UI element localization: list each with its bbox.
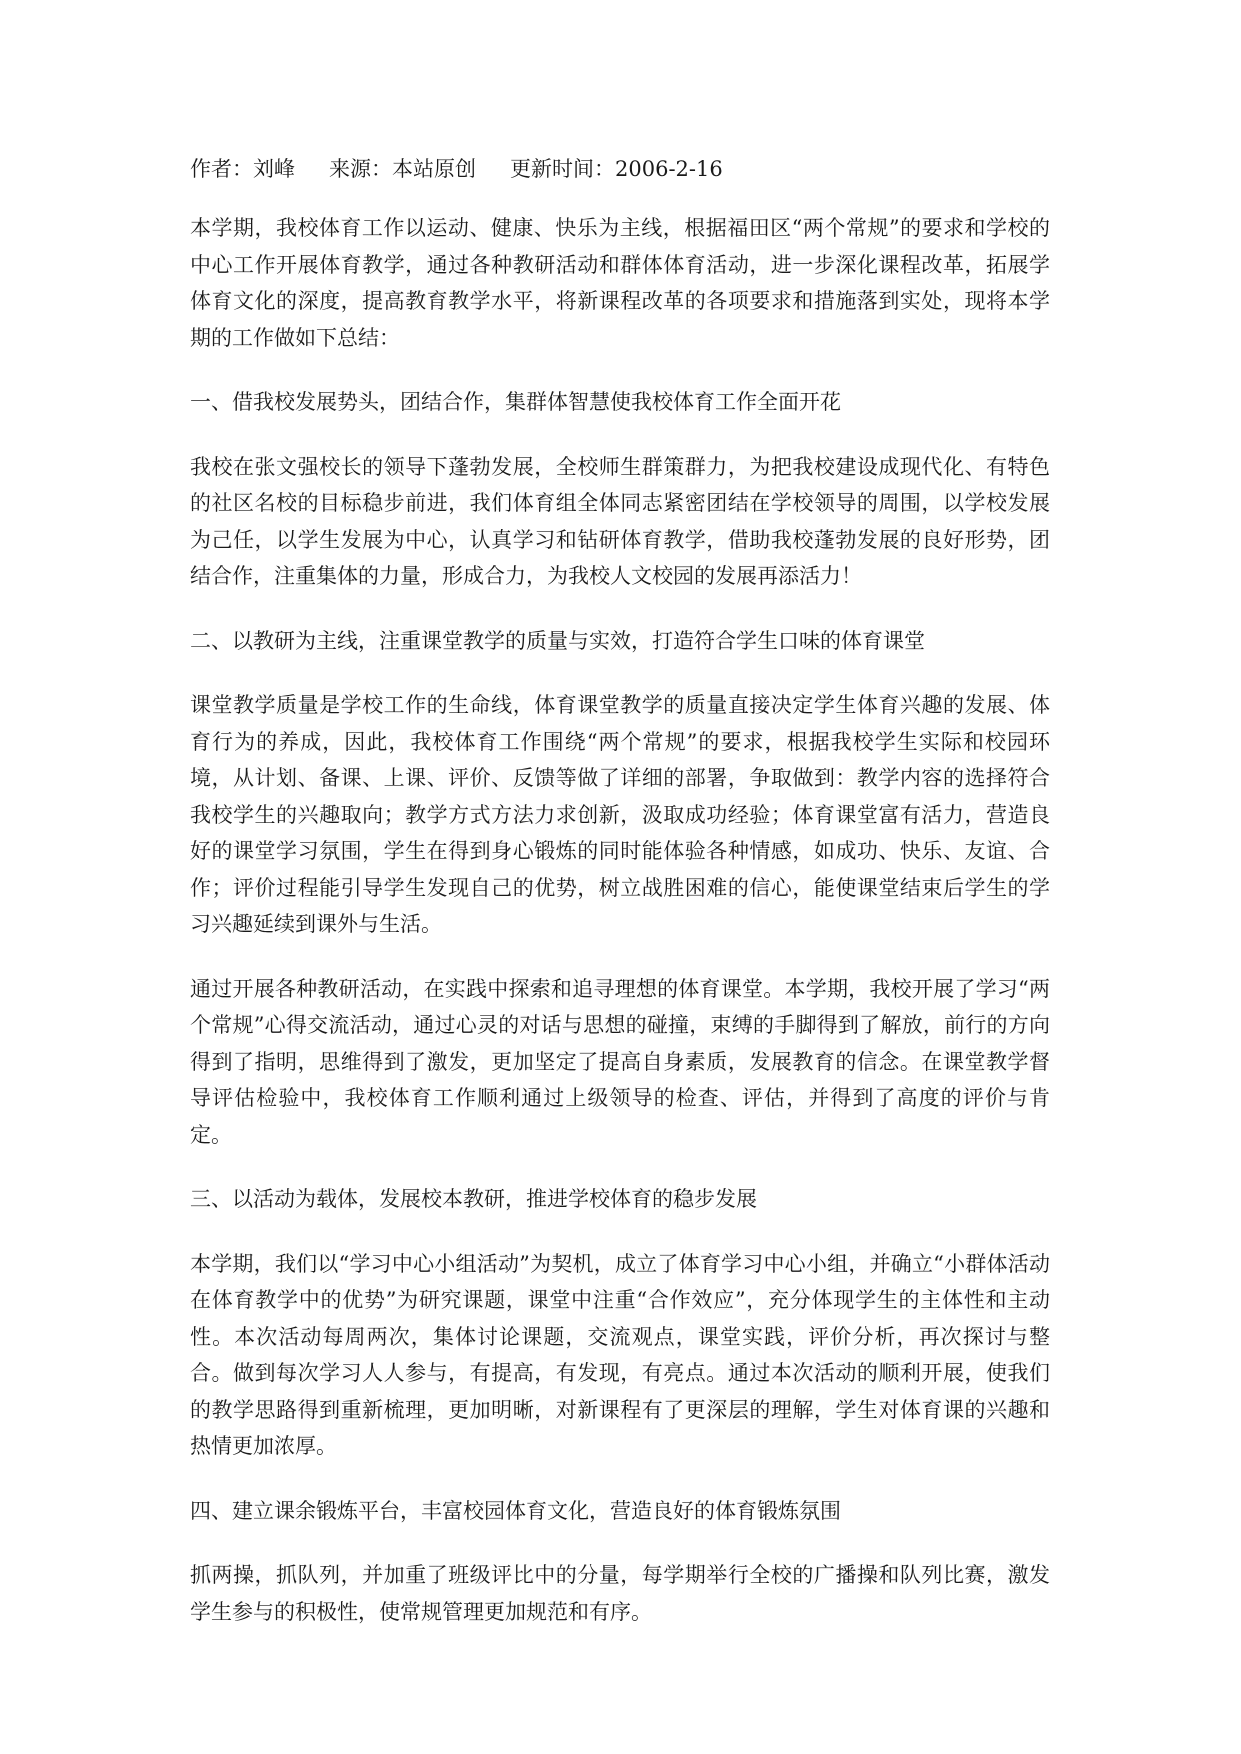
section-4-paragraph: 抓两操，抓队列，并加重了班级评比中的分量，每学期举行全校的广播操和队列比赛，激发学生参与的积极性，使常规管理更加规范和有序。: [190, 1563, 1050, 1624]
article-meta: [190, 152, 1050, 186]
section-2-paragraph-2: 通过开展各种教研活动，在实践中探索和追寻理想的体育课堂。本学期，我校开展了学习“两个常规”心得交流活动，通过心灵的对话与思想的碰撞，束缚的手脚得到了解放，前行的方向得到了指明，思维得到了激发，更加坚定了提高自身素质，发展教育的信念。在课堂教学督导评估检验中，我校体育工作顺利通过上级领导的检查、评估，并得到了高度的评价与肯定。: [190, 976, 1050, 1147]
section-3-heading: 三、以活动为载体，发展校本教研，推进学校体育的稳步发展: [190, 1187, 757, 1211]
section-1-paragraph: 我校在张文强校长的领导下蓬勃发展，全校师生群策群力，为把我校建设成现代化、有特色的社区名校的目标稳步前进，我们体育组全体同志紧密团结在学校领导的周围，以学校发展为己任，以学生发展为中心，认真学习和钻研体育教学，借助我校蓬勃发展的良好形势，团结合作，注重集体的力量，形成合力，为我校人文校园的发展再添活力！: [190, 454, 1050, 588]
updated-label: 更新时间：2006-2-16: [510, 157, 723, 181]
document-page: [190, 152, 1050, 1658]
author-label: 作者：刘峰: [190, 157, 295, 181]
source-label: 来源：本站原创: [329, 157, 476, 181]
section-2-paragraph-1: 课堂教学质量是学校工作的生命线，体育课堂教学的质量直接决定学生体育兴趣的发展、体育行为的养成，因此，我校体育工作围绕“两个常规”的要求，根据我校学生实际和校园环境，从计划、备课、上课、评价、反馈等做了详细的部署，争取做到：教学内容的选择符合我校学生的兴趣取向；教学方式方法力求创新，汲取成功经验；体育课堂富有活力，营造良好的课堂学习氛围，学生在得到身心锻炼的同时能体验各种情感，如成功、快乐、友谊、合作；评价过程能引导学生发现自己的优势，树立战胜困难的信心，能使课堂结束后学生的学习兴趣延续到课外与生活。: [190, 693, 1050, 936]
section-2-heading: 二、以教研为主线，注重课堂教学的质量与实效，打造符合学生口味的体育课堂: [190, 628, 925, 653]
section-4-heading: 四、建立课余锻炼平台，丰富校园体育文化，营造良好的体育锻炼氛围: [190, 1498, 841, 1523]
section-1-heading: 一、借我校发展势头，团结合作，集群体智慧使我校体育工作全面开花: [190, 390, 841, 414]
intro-paragraph: 本学期，我校体育工作以运动、健康、快乐为主线，根据福田区“两个常规”的要求和学校的中心工作开展体育教学，通过各种教研活动和群体体育活动，进一步深化课程改革，拓展学体育文化的深度，提高教育教学水平，将新课程改革的各项要求和措施落到实处，现将本学期的工作做如下总结：: [190, 216, 1050, 350]
section-3-paragraph: 本学期，我们以“学习中心小组活动”为契机，成立了体育学习中心小组，并确立“小群体活动在体育教学中的优势”为研究课题，课堂中注重“合作效应”，充分体现学生的主体性和主动性。本次活动每周两次，集体讨论课题，交流观点，课堂实践，评价分析，再次探讨与整合。做到每次学习人人参与，有提高，有发现，有亮点。通过本次活动的顺利开展，使我们的教学思路得到重新梳理，更加明晰，对新课程有了更深层的理解，学生对体育课的兴趣和热情更加浓厚。: [190, 1251, 1050, 1458]
